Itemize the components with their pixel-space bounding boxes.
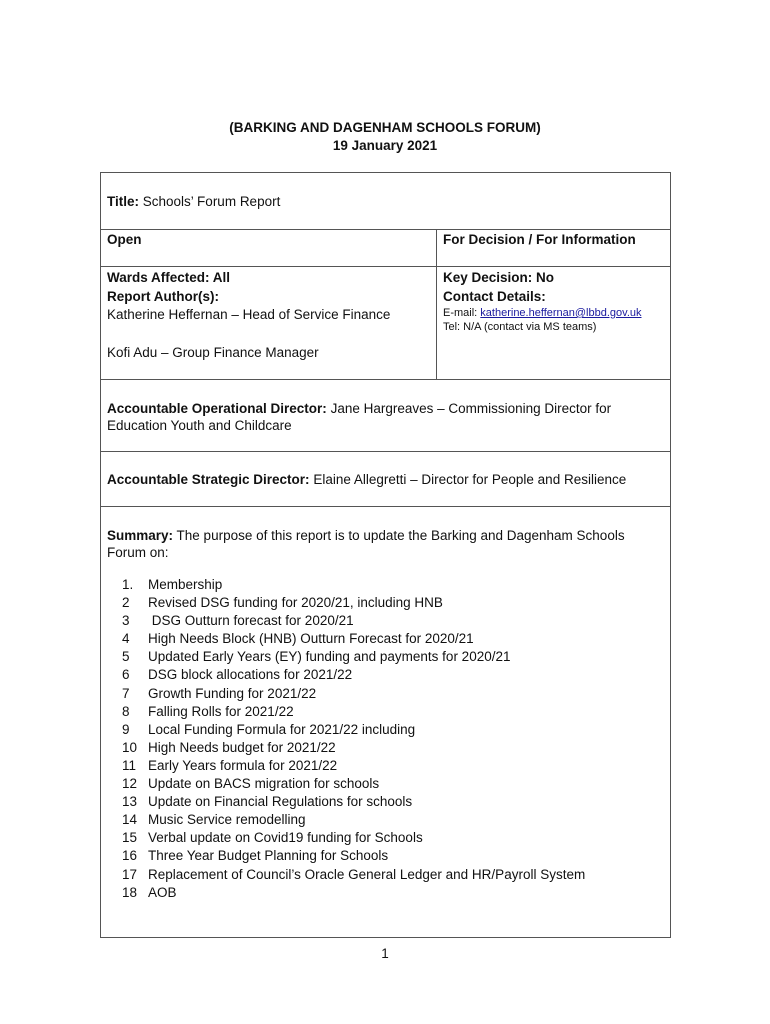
agenda-item-number: 7 <box>122 685 130 701</box>
agenda-item-number: 16 <box>122 848 138 864</box>
document-heading: (BARKING AND DAGENHAM SCHOOLS FORUM) <box>229 120 541 135</box>
agenda-item-number: 14 <box>122 812 138 828</box>
agenda-item-text: Growth Funding for 2021/22 <box>148 685 317 701</box>
author-1: Katherine Heffernan – Head of Service Finance <box>107 307 391 322</box>
contact-email-line <box>443 307 642 319</box>
agenda-item <box>122 721 585 739</box>
agenda-item <box>122 703 585 721</box>
agenda-item-text: Revised DSG funding for 2020/21, including HNB <box>148 595 443 611</box>
agenda-item <box>122 739 585 757</box>
agenda-item <box>122 829 585 847</box>
agenda-item-number: 17 <box>122 866 138 882</box>
agenda-item-number: 1. <box>122 577 134 592</box>
wards-affected: Wards Affected: All <box>107 270 231 285</box>
agenda-item <box>122 757 585 775</box>
summary-text: The purpose of this report is to update the Barking and Dagenham Schools <box>176 528 625 543</box>
key-decision: Key Decision: No <box>443 270 555 285</box>
document-date: 19 January 2021 <box>332 138 438 153</box>
contact-tel: Tel: N/A (contact via MS teams) <box>443 321 597 333</box>
agenda-item-text: Update on Financial Regulations for schools <box>148 794 413 810</box>
authors-label: Report Author(s): <box>107 289 219 304</box>
open-status: Open <box>107 232 142 247</box>
agenda-item-number: 12 <box>122 776 138 792</box>
agenda-item-number: 11 <box>122 757 137 773</box>
agenda-item <box>122 685 585 703</box>
agenda-item-text: AOB <box>148 884 177 900</box>
email-label: E-mail: <box>443 307 478 319</box>
agenda-item-text: Membership <box>148 577 223 592</box>
agenda-item-text: Early Years formula for 2021/22 <box>148 757 338 773</box>
agenda-list <box>122 576 585 902</box>
title-label: Title: <box>107 194 140 209</box>
agenda-item-text: Three Year Budget Planning for Schools <box>148 848 389 864</box>
agenda-item-text: High Needs Block (HNB) Outturn Forecast for 2020/21 <box>148 631 474 647</box>
agenda-item-number: 4 <box>122 631 130 647</box>
agenda-item <box>122 866 585 884</box>
agenda-item-text: Replacement of Council’s Oracle General Ledger and HR/Payroll System <box>148 866 586 882</box>
agenda-item <box>122 775 585 793</box>
agenda-item-number: 5 <box>122 649 130 665</box>
agenda-item <box>122 594 585 612</box>
agenda-item-text: DSG block allocations for 2021/22 <box>148 667 353 683</box>
email-link[interactable]: katherine.heffernan@lbbd.gov.uk <box>480 307 642 319</box>
op-director-line2: Education Youth and Childcare <box>107 418 292 433</box>
report-title <box>107 194 280 209</box>
agenda-item <box>122 793 585 811</box>
summary-line1 <box>107 528 625 543</box>
page-number: 1 <box>381 946 389 961</box>
summary-line2: Forum on: <box>107 545 169 560</box>
strat-director <box>107 472 626 487</box>
agenda-item <box>122 648 585 666</box>
contact-label: Contact Details: <box>443 289 546 304</box>
agenda-item-text: Verbal update on Covid19 funding for Schools <box>148 830 423 846</box>
agenda-item-number: 3 <box>122 613 130 629</box>
agenda-item <box>122 847 585 865</box>
agenda-item <box>122 884 585 902</box>
agenda-item-text: Falling Rolls for 2021/22 <box>148 703 294 719</box>
agenda-item <box>122 630 585 648</box>
title-value: Schools’ Forum Report <box>142 194 281 209</box>
author-2: Kofi Adu – Group Finance Manager <box>107 345 319 360</box>
strat-director-label: Accountable Strategic Director: <box>107 472 310 487</box>
strat-director-value: Elaine Allegretti – Director for People and Resilience <box>313 472 627 487</box>
op-director-line1 <box>107 401 611 416</box>
op-director-value: Jane Hargreaves – Commissioning Director for <box>330 401 612 416</box>
agenda-item-text: Updated Early Years (EY) funding and payments for 2020/21 <box>148 649 511 665</box>
agenda-item-text: High Needs budget for 2021/22 <box>148 739 336 755</box>
summary-label: Summary: <box>107 528 174 543</box>
agenda-item-text: Music Service remodelling <box>148 812 306 828</box>
agenda-item <box>122 666 585 684</box>
agenda-item-number: 6 <box>122 667 130 683</box>
agenda-item-number: 18 <box>122 884 138 900</box>
agenda-item <box>122 576 585 594</box>
agenda-item-number: 9 <box>122 721 130 737</box>
agenda-item-number: 15 <box>122 830 138 846</box>
decision-type: For Decision / For Information <box>443 232 636 247</box>
agenda-item-number: 13 <box>122 794 138 810</box>
agenda-item <box>122 811 585 829</box>
agenda-item <box>122 612 585 630</box>
agenda-item-text: Local Funding Formula for 2021/22 including <box>148 721 416 737</box>
agenda-item-number: 2 <box>122 595 130 611</box>
agenda-item-text: DSG Outturn forecast for 2020/21 <box>148 613 354 629</box>
agenda-item-text: Update on BACS migration for schools <box>148 776 380 792</box>
agenda-item-number: 10 <box>122 739 138 755</box>
op-director-label: Accountable Operational Director: <box>107 401 327 416</box>
agenda-item-number: 8 <box>122 703 130 719</box>
